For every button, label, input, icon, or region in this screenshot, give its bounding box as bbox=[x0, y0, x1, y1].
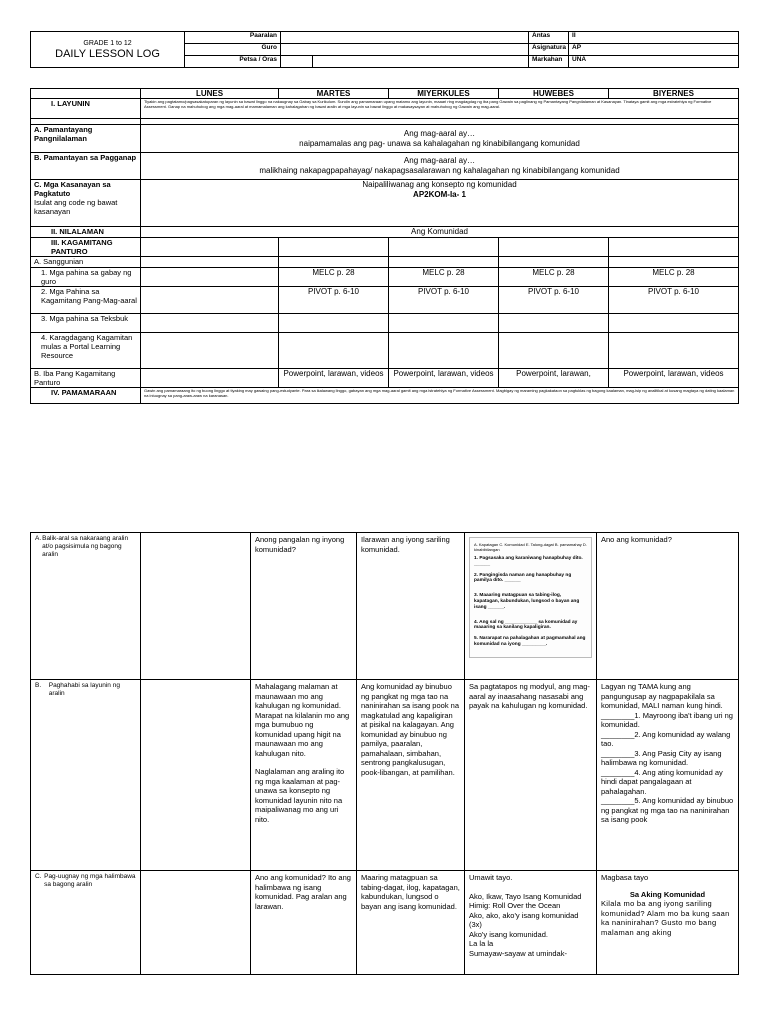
pivot-huwebes: PIVOT p. 6-10 bbox=[499, 287, 609, 314]
worksheet-item: 2. Pangingisda naman ang hanapbuhay ng pamilya dito. ______ bbox=[474, 572, 572, 584]
field-value-petsa[interactable] bbox=[281, 56, 313, 68]
paghahabi-miyerkules: Ang komunidad ay binubuo ng pangkat ng mga tao na naninirahan sa isang pook na magkatulad ang kapaligiran at pisikal na kalagayan. Ang komunidad ay binubuo ng pamilya, paaralan, pamahalaan, simbahan, sentrong pangkalusugan, pook-libangan, at pamilihan. bbox=[357, 680, 465, 871]
field-label-petsa: Petsa / Oras bbox=[185, 56, 281, 68]
balik-aral-huwebes bbox=[465, 533, 597, 680]
pamantayang-nilalaman-content bbox=[141, 125, 739, 153]
field-label-guro: Guro bbox=[185, 44, 281, 56]
quiz-item: ________4. Ang ating komunidad ay hindi dapat pangalagaan at pahalagahan. bbox=[601, 767, 723, 796]
worksheet-item: 4. Ang sal ng ____________ sa komunidad ay maaaring sa kanilang kapaligiran. bbox=[474, 619, 578, 631]
row-label: Pamantayan sa Pagganap bbox=[43, 153, 137, 162]
field-label-antas: Antas bbox=[529, 32, 569, 44]
song-line: Umawit tayo. bbox=[469, 873, 513, 882]
row-label: Balik-aral sa nakaraang aralin at/o pagsisimula ng bagong aralin bbox=[42, 535, 129, 558]
quiz-item: ________2. Ang komunidad ay walang tao. bbox=[601, 729, 731, 748]
iba-pang-huwebes: Powerpoint, larawan, bbox=[499, 369, 609, 388]
pag-uugnay-martes: Ano ang komunidad? Ito ang halimbawa ng isang komunidad. Pag aralan ang larawan. bbox=[251, 871, 357, 975]
iba-pang-label: B. Iba Pang Kagamitang Panturo bbox=[31, 369, 141, 388]
sanggunian-label: A. Sanggunian bbox=[31, 257, 141, 268]
pamamaraan-text: Gawin ang pamamaraang ito ng buong linggo at tiyaking may gawaing pang-estudyante. Para sa ikalawang linggo, gabayan ang mga mag-aaral gamit ang mga istratehiya ng Formative Assessment. Magbigay ng maraming pagkakataon sa pagtuklas ng bagong kaalaman, mag-isip ng analitikal at kusang magtaya ng dating kaalaman na iniuugnay sa pang-araw-araw na karanasan. bbox=[141, 388, 739, 404]
pamantayang-nilalaman-label bbox=[31, 125, 141, 153]
pivot-martes: PIVOT p. 6-10 bbox=[279, 287, 389, 314]
field-label-markahan: Markahan bbox=[529, 56, 569, 68]
balik-aral-lunes bbox=[141, 533, 251, 680]
content-line-1: Ang mag-aaral ay… bbox=[403, 156, 476, 165]
day-header-biyernes: BIYERNES bbox=[609, 89, 739, 99]
document-title: DAILY LESSON LOG bbox=[55, 47, 160, 60]
competency-code: AP2KOM-Ia- 1 bbox=[413, 190, 466, 199]
quiz-item: ________3. Ang Pasig City ay isang halimbawa ng komunidad. bbox=[601, 748, 722, 767]
header-title-cell bbox=[31, 32, 185, 68]
field-value-antas[interactable]: II bbox=[569, 32, 739, 44]
row-letter: A. bbox=[35, 535, 42, 542]
review-worksheet-image bbox=[469, 537, 592, 658]
row-letter: B. bbox=[34, 153, 42, 162]
pag-uugnay-biyernes bbox=[597, 871, 739, 975]
field-value-guro[interactable] bbox=[281, 44, 529, 56]
pivot-biyernes: PIVOT p. 6-10 bbox=[609, 287, 739, 314]
lesson-log-table bbox=[30, 88, 739, 404]
balik-aral-martes: Anong pangalan ng inyong komunidad? bbox=[251, 533, 357, 680]
nilalaman-label: II. NILALAMAN bbox=[31, 227, 141, 238]
balik-aral-biyernes: Ano ang komunidad? bbox=[597, 533, 739, 680]
gabay-label: 1. Mga pahina sa gabay ng guro bbox=[31, 268, 141, 287]
balik-aral-label bbox=[31, 533, 141, 680]
song-line: La la la bbox=[469, 939, 494, 948]
content-line-2: naipamamalas ang pag- unawa sa kahalagahan ng kinabibilangang komunidad bbox=[299, 138, 580, 148]
reading-title: Sa Aking Komunidad bbox=[629, 889, 706, 899]
row-letter: C. bbox=[34, 180, 42, 189]
paragraph: Naglalaman ang araling ito ng mga kaalaman at pag-unawa sa konsepto ng komunidad layunin nito na maipaliwanag mo ang uri nito. bbox=[255, 767, 345, 824]
day-header-lunes: LUNES bbox=[141, 89, 279, 99]
gabay-biyernes: MELC p. 28 bbox=[609, 268, 739, 287]
row-letter: A. bbox=[34, 125, 42, 134]
quiz-item: ________1. Mayroong iba't ibang uri ng komunidad. bbox=[601, 710, 733, 729]
gabay-miyerkules: MELC p. 28 bbox=[389, 268, 499, 287]
worksheet-item: 3. Maaaring matagpuan sa tabing-ilog, kapatagan, kabundukan, lungsod o bayan ang isang ______. bbox=[474, 593, 580, 610]
row-label: Mga Kasanayan sa Pagkatuto bbox=[34, 180, 111, 198]
pamantayan-pagganap-content bbox=[141, 153, 739, 180]
kagamitang-label: III. KAGAMITANG PANTURO bbox=[31, 238, 141, 257]
day-header-miyerkules: MIYERKULES bbox=[389, 89, 499, 99]
song-line: Himig: Roll Over the Ocean bbox=[469, 901, 561, 910]
paragraph: Mahalagang malaman at maunawaan mo ang kahulugan ng komunidad. Marapat na kilalanin mo ang mga bumubuo ng komunidad upang higit na maunawaan mo ang kahulugan nito. bbox=[255, 682, 350, 758]
quiz-item: ________5. Ang komunidad ay binubuo ng pangkat ng mga tao na naninirahan sa isang pook bbox=[601, 796, 734, 824]
quiz-instructions: Lagyan ng TAMA kung ang pangungusap ay nagpapakilala sa komunidad, MALI naman kung hindi. bbox=[601, 682, 723, 710]
pivot-miyerkules: PIVOT p. 6-10 bbox=[389, 287, 499, 314]
reading-intro: Magbasa tayo bbox=[601, 873, 649, 882]
pamamaraan-label: IV. PAMAMARAAN bbox=[31, 388, 141, 404]
gabay-martes: MELC p. 28 bbox=[279, 268, 389, 287]
content-line-1: Naipaliliwanag ang konsepto ng komunidad bbox=[362, 180, 517, 189]
content-line-2: malikhaing nakapagpapahayag/ nakapagsasalarawan ng kahalagahan ng kinabibilangang komunidad bbox=[259, 166, 620, 175]
worksheet-item: 1. Pagsasaka ang karaniwang hanapbuhay dito. ______ bbox=[474, 556, 583, 567]
row-label: Pag-uugnay ng mga halimbawa sa bagong aralin bbox=[44, 873, 136, 888]
field-label-asignatura: Asignatura bbox=[529, 44, 569, 56]
field-value-oras[interactable] bbox=[313, 56, 529, 68]
pag-uugnay-lunes bbox=[141, 871, 251, 975]
row-letter: B. bbox=[35, 682, 42, 689]
field-value-markahan[interactable]: UNA bbox=[569, 56, 739, 68]
content-line-1: Ang mag-aaral ay… bbox=[403, 128, 476, 138]
gabay-huwebes: MELC p. 28 bbox=[499, 268, 609, 287]
song-line: Ako'y isang komunidad. bbox=[469, 929, 548, 939]
iba-pang-miyerkules: Powerpoint, larawan, videos bbox=[389, 369, 499, 388]
kasanayan-content bbox=[141, 180, 739, 227]
nilalaman-content: Ang Komunidad bbox=[141, 227, 739, 238]
row-label: Paghahabi sa layunin ng aralin bbox=[48, 682, 120, 697]
field-value-paaralan[interactable] bbox=[281, 32, 529, 44]
karagdagang-label: 4. Karagdagang Kagamitan mulas a Portal Learning Resource bbox=[31, 333, 141, 369]
worksheet-item: 5. Nararapat na pahalagahan at pagmamahal ang komunidad na iyong _________. bbox=[474, 636, 586, 647]
layunin-text: Tiyakin ang pagtatamo/pagsasakatuparan ng layunin sa bawat linggo na nakaugnay sa Gabay sa Kurikulum. Sundin ang pamamaraan upang matamo ang layunin, maaari ring magdagdag ng iba pang Gawain sa paglinang ng Pamantayang Pangnilalaman at Kasanayan. Tinataya gamit ang mga estratehiya ng Formative Assessment. Ganap na mahuhubog ang mga mag-aaral at mamamalaman ang kahalagahan ng bawat aralin at mga layunin sa bawat linggo at makasaysayan at mahuhubog ng Gawain ang mag-aaral. bbox=[141, 99, 739, 119]
pag-uugnay-label bbox=[31, 871, 141, 975]
song-line: Sumayaw-sayaw at umindak- bbox=[469, 948, 567, 958]
corner-cell bbox=[31, 89, 141, 99]
layunin-label: I. LAYUNIN bbox=[31, 99, 141, 119]
reading-text: Kilala mo ba ang iyong sariling komunidad? Alam mo ba kung saan ka naninirahan? Gusto mo bang malaman ang aking bbox=[601, 899, 730, 937]
iba-pang-biyernes: Powerpoint, larawan, videos bbox=[609, 369, 739, 388]
kasanayan-label bbox=[31, 180, 141, 227]
day-header-huwebes: HUWEBES bbox=[499, 89, 609, 99]
teksbuk-label: 3. Mga pahina sa Teksbuk bbox=[31, 314, 141, 333]
grade-range: GRADE 1 to 12 bbox=[83, 39, 132, 47]
song-title: Ako, Ikaw, Tayo Isang Komunidad bbox=[469, 891, 582, 901]
song-line: Ako, ako, ako'y isang komunidad (3x) bbox=[469, 910, 579, 929]
day-header-martes: MARTES bbox=[279, 89, 389, 99]
paghahabi-martes bbox=[251, 680, 357, 871]
pang-mag-aaral-label: 2. Mga Pahina sa Kagamitang Pang-Mag-aaral bbox=[31, 287, 141, 314]
song-spacer bbox=[469, 883, 592, 892]
pag-uugnay-huwebes bbox=[465, 871, 597, 975]
procedure-table bbox=[30, 532, 739, 975]
paghahabi-huwebes: Sa pagtatapos ng modyul, ang mag-aaral ay inaasahang nasasabi ang payak na kahulugan ng komunidad. bbox=[465, 680, 597, 871]
row-letter: C. bbox=[35, 873, 42, 880]
worksheet-choices: A. Kapatagan C. Komunidad E. Talong-dagat B. pamamahay D. kinabibilangan bbox=[474, 542, 587, 552]
iba-pang-martes: Powerpoint, larawan, videos bbox=[279, 369, 389, 388]
pag-uugnay-miyerkules: Maaring matagpuan sa tabing-dagat, ilog, kapatagan, kabundukan, lungsod o bayan ang isang komunidad. bbox=[357, 871, 465, 975]
paghahabi-biyernes bbox=[597, 680, 739, 871]
field-label-paaralan: Paaralan bbox=[185, 32, 281, 44]
field-value-asignatura[interactable]: AP bbox=[569, 44, 739, 56]
pamantayan-pagganap-label bbox=[31, 153, 141, 180]
header-table bbox=[30, 31, 739, 68]
row-label: Pamantayang Pangnilalaman bbox=[34, 125, 93, 143]
kasanayan-sub-label: Isulat ang code ng bawat kasanayan bbox=[34, 198, 118, 216]
balik-aral-miyerkules: Ilarawan ang iyong sariling komunidad. bbox=[357, 533, 465, 680]
paghahabi-label bbox=[31, 680, 141, 871]
paghahabi-lunes bbox=[141, 680, 251, 871]
